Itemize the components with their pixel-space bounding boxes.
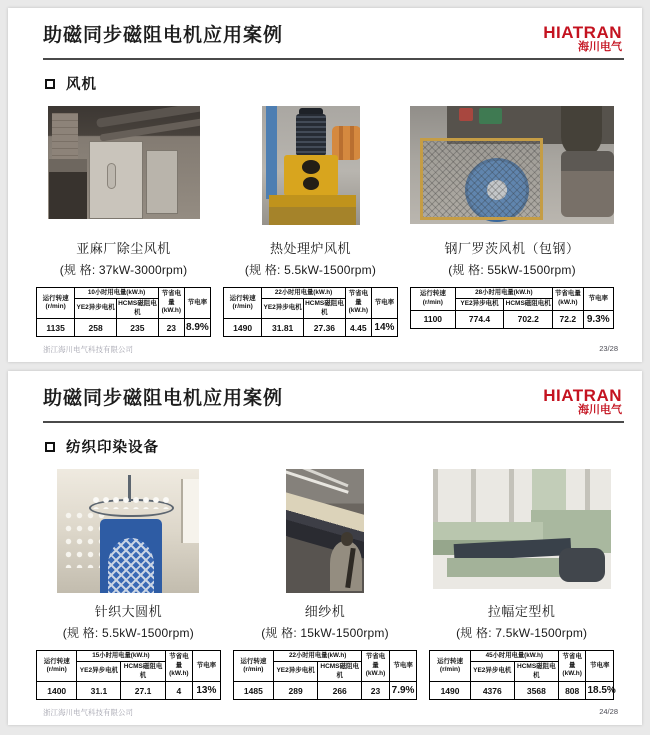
rate-header: 节电率 <box>193 651 221 682</box>
speed-header: 运行转速 (r/min) <box>411 288 456 311</box>
rate-header: 节电率 <box>583 288 613 311</box>
motor1-header: YE2异步电机 <box>75 299 117 319</box>
hcms-value: 235 <box>117 319 159 337</box>
slide-header <box>24 386 626 416</box>
speed-header: 运行转速 (r/min) <box>37 651 77 682</box>
case-card <box>30 469 227 700</box>
save-header: 节省电量 (kW.h) <box>345 288 371 319</box>
motor1-header: YE2异步电机 <box>455 299 504 310</box>
motor2-header: HCMS磁阻电机 <box>117 299 159 319</box>
square-bullet-icon <box>45 442 55 452</box>
case-spec: (规 格: 37kW-3000rpm) <box>59 263 188 277</box>
rate-header: 节电率 <box>586 651 614 682</box>
section-heading <box>45 436 626 457</box>
rate-value: 18.5% <box>586 682 614 700</box>
energy-saving-table <box>223 287 398 337</box>
stenter-setting-machine-photo <box>433 469 611 589</box>
rate-value: 13% <box>193 682 221 700</box>
save-header: 节省电量 (kW.h) <box>158 288 184 319</box>
page-number: 24/28 <box>599 707 618 716</box>
energy-saving-table <box>36 287 211 337</box>
section-label: 风机 <box>66 77 97 93</box>
usage-header: 45小时用电量(kW.h) <box>470 651 558 662</box>
speed-value: 1490 <box>224 319 262 337</box>
rate-header: 节电率 <box>371 288 397 319</box>
saved-value: 23 <box>362 682 390 700</box>
speed-value: 1490 <box>430 682 470 700</box>
slide-title: 助磁同步磁阻电机应用案例 <box>43 388 284 409</box>
photo-box <box>410 106 614 230</box>
save-header: 节省电量 (kW.h) <box>558 651 586 682</box>
motor1-header: YE2异步电机 <box>470 662 514 682</box>
worker-head <box>341 532 353 546</box>
case-caption: 针织大圆机 <box>94 604 163 619</box>
save-header: 节省电量 (kW.h) <box>553 288 583 311</box>
speed-header: 运行转速 (r/min) <box>430 651 470 682</box>
energy-saving-table <box>410 287 614 329</box>
usage-header: 10小时用电量(kW.h) <box>75 288 159 299</box>
green-motor <box>479 108 501 123</box>
circular-knitting-machine-photo <box>57 469 199 593</box>
speed-header: 运行转速 (r/min) <box>37 288 75 319</box>
case-card <box>227 469 424 700</box>
blower-body <box>561 151 614 217</box>
control-cabinet <box>146 150 178 214</box>
machine-guard-grid <box>108 538 153 593</box>
window <box>181 479 199 543</box>
case-spec: (规 格: 55kW-1500rpm) <box>448 263 576 277</box>
case-caption: 细纱机 <box>304 604 346 619</box>
rate-value: 8.9% <box>184 319 210 337</box>
yellow-base <box>269 195 355 225</box>
photo-box <box>36 469 221 593</box>
case-caption: 拉幅定型机 <box>487 604 556 619</box>
motor1-header: YE2异步电机 <box>274 662 318 682</box>
ye2-value: 258 <box>75 319 117 337</box>
photo-box <box>233 469 418 593</box>
ye2-value: 31.81 <box>262 319 304 337</box>
saved-value: 4.45 <box>345 319 371 337</box>
case-card <box>423 469 620 700</box>
slide-textile <box>8 371 642 725</box>
housing-opening <box>302 160 321 174</box>
heat-treatment-furnace-fan-photo <box>262 106 360 225</box>
energy-saving-table <box>429 650 614 700</box>
motor2-header: HCMS磁阻电机 <box>121 662 165 682</box>
filter-cabinet <box>89 141 144 219</box>
case-card <box>217 106 404 337</box>
case-card <box>404 106 620 337</box>
company-logo <box>543 24 622 53</box>
photo-box <box>36 106 211 230</box>
case-row <box>24 469 626 700</box>
speed-value: 1400 <box>37 682 77 700</box>
hcms-value: 702.2 <box>504 310 553 328</box>
save-header: 节省电量 (kW.h) <box>362 651 390 682</box>
rate-header: 节电率 <box>389 651 417 682</box>
saved-value: 808 <box>558 682 586 700</box>
save-header: 节省电量 (kW.h) <box>165 651 193 682</box>
fabric-rollers <box>559 548 605 582</box>
logo-chinese-name: 海川电气 <box>578 41 622 53</box>
title-underline <box>43 58 624 60</box>
white-bobbins <box>91 495 171 509</box>
case-spec: (规 格: 7.5kW-1500rpm) <box>456 626 588 640</box>
case-spec: (规 格: 5.5kW-1500rpm) <box>244 263 377 277</box>
speed-header: 运行转速 (r/min) <box>233 651 273 682</box>
saved-value: 72.2 <box>553 310 583 328</box>
usage-header: 22小时用电量(kW.h) <box>274 651 362 662</box>
title-underline <box>43 421 624 423</box>
red-motor <box>459 108 473 121</box>
case-card <box>30 106 217 337</box>
speed-value: 1100 <box>411 310 456 328</box>
logo-wordmark: HIATRAN <box>543 386 622 405</box>
logo-chinese-name: 海川电气 <box>578 404 622 416</box>
page-number: 23/28 <box>599 344 618 353</box>
case-caption: 热处理炉风机 <box>269 241 351 256</box>
motor1-header: YE2异步电机 <box>77 662 121 682</box>
usage-header: 15小时用电量(kW.h) <box>77 651 165 662</box>
energy-saving-table <box>233 650 418 700</box>
section-heading <box>45 73 626 94</box>
motor2-header: HCMS磁阻电机 <box>304 299 346 319</box>
hcms-value: 3568 <box>514 682 558 700</box>
usage-header: 28小时用电量(kW.h) <box>455 288 552 299</box>
square-bullet-icon <box>45 79 55 89</box>
spinning-frame-photo <box>286 469 364 593</box>
saved-value: 4 <box>165 682 193 700</box>
case-caption: 钢厂罗茨风机（包钢） <box>444 241 580 256</box>
photo-box <box>223 106 398 230</box>
slide-footer <box>43 707 618 718</box>
slide-title: 助磁同步磁阻电机应用案例 <box>43 25 284 46</box>
hopper-funnel <box>561 106 602 156</box>
motor1-header: YE2异步电机 <box>262 299 304 319</box>
slide-header <box>24 23 626 53</box>
speed-value: 1135 <box>37 319 75 337</box>
brick-wall <box>52 113 78 163</box>
motor2-header: HCMS磁阻电机 <box>514 662 558 682</box>
company-name: 浙江海川电气科技有限公司 <box>43 708 133 717</box>
flax-factory-dust-fan-photo <box>48 106 200 219</box>
ye2-value: 289 <box>274 682 318 700</box>
photo-box <box>429 469 614 593</box>
rate-value: 9.3% <box>583 310 613 328</box>
company-name: 浙江海川电气科技有限公司 <box>43 345 133 354</box>
ye2-value: 31.1 <box>77 682 121 700</box>
case-spec: (规 格: 15kW-1500rpm) <box>261 626 389 640</box>
usage-header: 22小时用电量(kW.h) <box>262 288 346 299</box>
blue-column <box>266 106 277 199</box>
cabinet-door <box>107 163 116 189</box>
saved-value: 23 <box>158 319 184 337</box>
case-caption: 亚麻厂除尘风机 <box>76 241 171 256</box>
hcms-value: 266 <box>318 682 362 700</box>
rate-value: 7.9% <box>389 682 417 700</box>
energy-saving-table <box>36 650 221 700</box>
slide-fans <box>8 8 642 362</box>
vertical-motor <box>296 114 326 156</box>
ye2-value: 774.4 <box>455 310 504 328</box>
hcms-value: 27.1 <box>121 682 165 700</box>
rate-header: 节电率 <box>184 288 210 319</box>
speed-value: 1485 <box>233 682 273 700</box>
steel-mill-roots-blower-photo <box>410 106 614 224</box>
slide-footer <box>43 344 618 355</box>
ye2-value: 4376 <box>470 682 514 700</box>
hcms-value: 27.36 <box>304 319 346 337</box>
mesh-safety-cage <box>420 138 542 221</box>
rate-value: 14% <box>371 319 397 337</box>
dark-machine <box>49 159 87 219</box>
logo-wordmark: HIATRAN <box>543 23 622 42</box>
speed-header: 运行转速 (r/min) <box>224 288 262 319</box>
case-spec: (规 格: 5.5kW-1500rpm) <box>62 626 194 640</box>
ceiling-duct <box>96 106 199 128</box>
company-logo <box>543 387 622 416</box>
motor2-header: HCMS磁阻电机 <box>318 662 362 682</box>
section-label: 纺织印染设备 <box>66 440 159 456</box>
motor2-header: HCMS磁阻电机 <box>504 299 553 310</box>
case-row <box>24 106 626 337</box>
